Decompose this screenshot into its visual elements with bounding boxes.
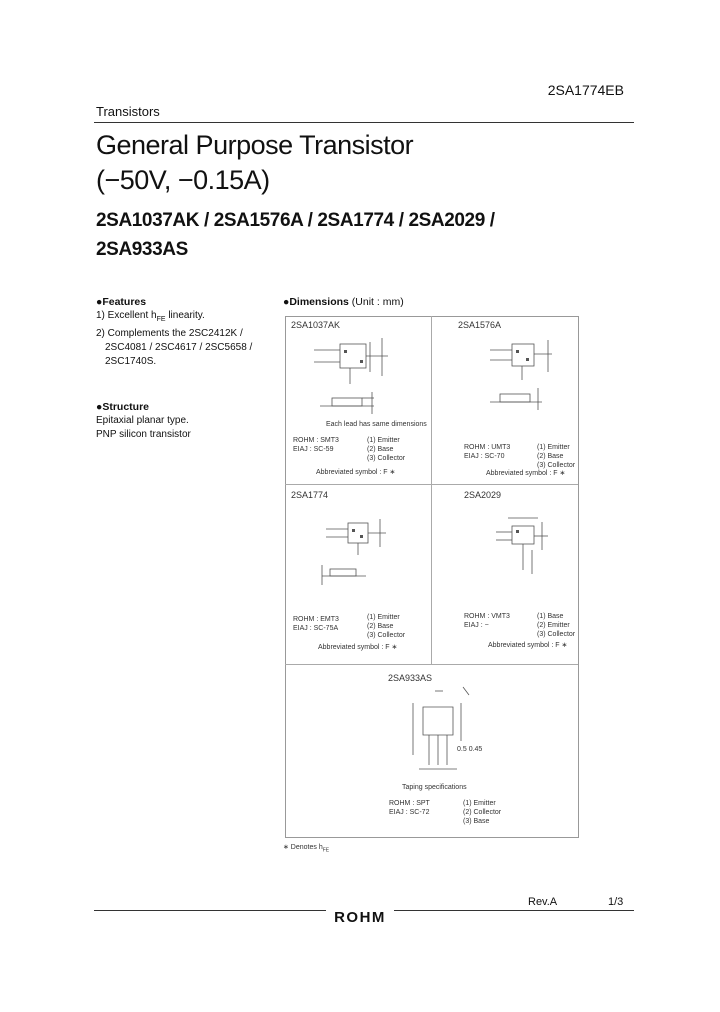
part-numbers-line1: 2SA1037AK / 2SA1576A / 2SA1774 / 2SA2029 / [96,210,495,231]
package-rohm-code: ROHM : SMT3 [293,437,339,444]
bullet-icon: ● [96,401,103,413]
header-rule [94,122,634,123]
structure-line: PNP silicon transistor [96,429,191,440]
pin-item: (1) Base [537,613,564,620]
footnote: ∗ Denotes $h_{FE}$ [283,844,330,854]
package-name: 2SA1576A [458,320,502,330]
pin-item: (3) Base [463,818,490,825]
feature-item-cont: 2SC4081 / 2SC4617 / 2SC5658 / [105,342,253,353]
part-numbers-line2: 2SA933AS [96,239,188,260]
dimensions-divider-horizontal [285,484,578,485]
pin-item: (1) Emitter [463,800,496,807]
page-title: General Purpose Transistor [96,130,414,160]
package-name: 2SA1037AK [291,320,341,330]
pin-item: (2) Base [367,446,394,453]
lead-dimension: 0.5 0.45 [457,746,483,753]
structure-heading: ●Structure [96,401,150,413]
document-code: 2SA1774EB [547,82,624,98]
pin-item: (3) Collector [537,631,576,638]
rohm-logo [326,909,394,925]
package-spec-note: Taping specifications [402,784,467,791]
package-spec-note: Each lead has same dimensions [326,421,427,428]
package-eiaj-code: EIAJ : SC-70 [464,453,505,460]
bullet-icon: ● [96,296,103,308]
package-rohm-code: ROHM : VMT3 [464,613,510,620]
pin-item: (3) Collector [367,632,406,639]
package-eiaj-code: EIAJ : − [464,622,489,629]
revision-label: Rev.A [528,896,558,908]
pin-item: (1) Emitter [367,614,400,621]
feature-item: 1) Excellent $h_{FE}$ linearity. [96,310,205,323]
feature-item: 2) Complements the 2SC2412K / [96,328,243,339]
abbreviated-symbol: Abbreviated symbol : F ∗ [486,470,566,477]
package-name: 2SA933AS [388,673,433,683]
structure-line: Epitaxial planar type. [96,415,189,426]
svg-text:ROHM: ROHM [334,909,386,925]
bullet-icon: ● [283,296,290,308]
package-drawing-emt3 [300,505,410,605]
features-list [96,309,252,369]
package-drawing-vmt3 [480,510,570,590]
pin-list [367,436,405,463]
package-drawing-spt [395,685,505,785]
pin-item: (3) Collector [367,455,406,462]
pin-item: (2) Collector [463,809,502,816]
package-eiaj-code: EIAJ : SC-59 [293,446,334,453]
dimensions-divider-horizontal [285,664,578,665]
pin-list [537,612,575,639]
package-name: 2SA1774 [291,490,329,500]
features-heading: ●Features [96,296,147,308]
page-subtitle-ratings: (−50V, −0.15A) [96,165,270,195]
structure-text [96,414,191,442]
abbreviated-symbol: Abbreviated symbol : F ∗ [488,642,568,649]
pin-item: (3) Collector [537,462,576,469]
package-eiaj-code: EIAJ : SC-72 [389,809,430,816]
dimensions-divider-vertical [431,316,432,664]
pin-item: (1) Emitter [367,437,400,444]
package-eiaj-code: EIAJ : SC-75A [293,625,339,632]
pin-item: (1) Emitter [537,444,570,451]
package-rohm-code: ROHM : UMT3 [464,444,511,451]
package-drawing-umt3 [470,332,570,432]
package-rohm-code: ROHM : EMT3 [293,616,339,623]
abbreviated-symbol: Abbreviated symbol : F ∗ [316,469,396,476]
page-number: 1/3 [608,896,624,908]
pin-list [463,799,501,826]
pin-item: (2) Base [367,623,394,630]
package-name: 2SA2029 [464,490,502,500]
pin-item: (2) Base [537,453,564,460]
pin-list [537,443,575,470]
package-drawing-smt3 [300,332,410,432]
pin-list [367,613,405,640]
dimensions-heading: ●Dimensions (Unit : mm) [283,296,404,308]
abbreviated-symbol: Abbreviated symbol : F ∗ [318,644,398,651]
category-label: Transistors [96,104,160,119]
pin-item: (2) Emitter [537,622,570,629]
feature-item-cont: 2SC1740S. [105,356,157,367]
package-rohm-code: ROHM : SPT [389,800,430,807]
